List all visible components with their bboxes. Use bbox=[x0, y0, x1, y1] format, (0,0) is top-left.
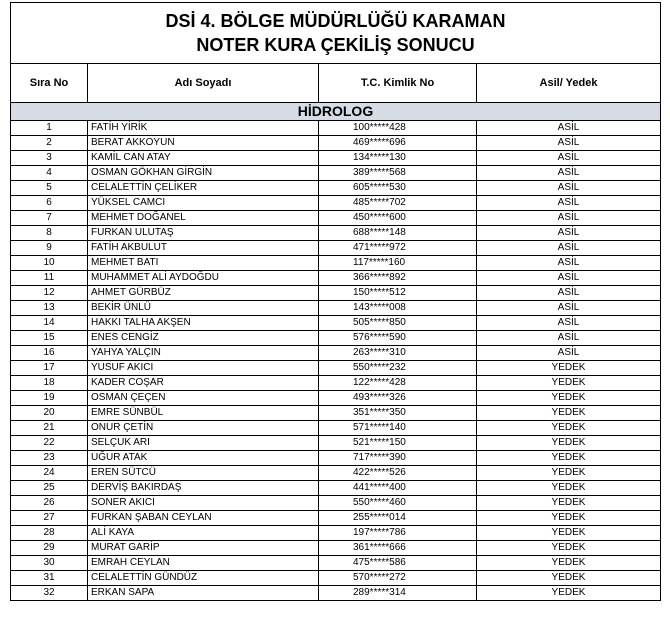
status-cell: YEDEK bbox=[477, 406, 661, 421]
tc-kimlik-cell: 197*****786 bbox=[319, 526, 477, 541]
status-cell: YEDEK bbox=[477, 451, 661, 466]
name-cell: FURKAN ULUTAŞ bbox=[88, 226, 319, 241]
tc-kimlik-cell: 134*****130 bbox=[319, 151, 477, 166]
name-cell: MEHMET BATI bbox=[88, 256, 319, 271]
name-cell: MEHMET DOĞANEL bbox=[88, 211, 319, 226]
status-cell: YEDEK bbox=[477, 361, 661, 376]
tc-kimlik-cell: 100*****428 bbox=[319, 121, 477, 136]
sira-no-cell: 2 bbox=[11, 136, 88, 151]
table-row bbox=[11, 346, 661, 361]
table-row bbox=[11, 271, 661, 286]
status-cell: YEDEK bbox=[477, 586, 661, 601]
table-row bbox=[11, 571, 661, 586]
name-cell: CELALETTİN ÇELİKER bbox=[88, 181, 319, 196]
sira-no-cell: 5 bbox=[11, 181, 88, 196]
sira-no-cell: 13 bbox=[11, 301, 88, 316]
table-row bbox=[11, 376, 661, 391]
status-cell: YEDEK bbox=[477, 526, 661, 541]
table-row bbox=[11, 181, 661, 196]
tc-kimlik-cell: 493*****326 bbox=[319, 391, 477, 406]
table-row bbox=[11, 511, 661, 526]
name-cell: EMRAH CEYLAN bbox=[88, 556, 319, 571]
title-line-2: NOTER KURA ÇEKİLİŞ SONUCU bbox=[196, 35, 475, 55]
tc-kimlik-cell: 469*****696 bbox=[319, 136, 477, 151]
tc-kimlik-cell: 450*****600 bbox=[319, 211, 477, 226]
status-cell: ASİL bbox=[477, 331, 661, 346]
status-cell: YEDEK bbox=[477, 556, 661, 571]
sira-no-cell: 12 bbox=[11, 286, 88, 301]
sira-no-cell: 32 bbox=[11, 586, 88, 601]
name-cell: MUHAMMET ALİ AYDOĞDU bbox=[88, 271, 319, 286]
col-header-tc-kimlik-no: T.C. Kimlik No bbox=[319, 64, 477, 103]
section-title: HİDROLOG bbox=[11, 103, 661, 121]
sira-no-cell: 28 bbox=[11, 526, 88, 541]
sira-no-cell: 15 bbox=[11, 331, 88, 346]
sira-no-cell: 10 bbox=[11, 256, 88, 271]
name-cell: EMRE SÜNBÜL bbox=[88, 406, 319, 421]
status-cell: ASİL bbox=[477, 196, 661, 211]
status-cell: ASİL bbox=[477, 301, 661, 316]
tc-kimlik-cell: 289*****314 bbox=[319, 586, 477, 601]
table-row bbox=[11, 151, 661, 166]
table-row bbox=[11, 421, 661, 436]
sira-no-cell: 3 bbox=[11, 151, 88, 166]
sira-no-cell: 17 bbox=[11, 361, 88, 376]
name-cell: MURAT GARİP bbox=[88, 541, 319, 556]
name-cell: SONER AKICI bbox=[88, 496, 319, 511]
tc-kimlik-cell: 263*****310 bbox=[319, 346, 477, 361]
status-cell: ASİL bbox=[477, 271, 661, 286]
status-cell: ASİL bbox=[477, 226, 661, 241]
name-cell: BEKİR ÜNLÜ bbox=[88, 301, 319, 316]
name-cell: KADER COŞAR bbox=[88, 376, 319, 391]
tc-kimlik-cell: 550*****232 bbox=[319, 361, 477, 376]
col-header-sira-no: Sıra No bbox=[11, 64, 88, 103]
status-cell: YEDEK bbox=[477, 511, 661, 526]
sira-no-cell: 7 bbox=[11, 211, 88, 226]
document-title bbox=[11, 3, 661, 64]
tc-kimlik-cell: 576*****590 bbox=[319, 331, 477, 346]
table-row bbox=[11, 526, 661, 541]
result-sheet bbox=[10, 2, 660, 601]
table-row bbox=[11, 556, 661, 571]
status-cell: YEDEK bbox=[477, 541, 661, 556]
col-header-asil-yedek: Asil/ Yedek bbox=[477, 64, 661, 103]
name-cell: KAMİL CAN ATAY bbox=[88, 151, 319, 166]
tc-kimlik-cell: 471*****972 bbox=[319, 241, 477, 256]
name-cell: EREN SÜTCÜ bbox=[88, 466, 319, 481]
table-row bbox=[11, 211, 661, 226]
tc-kimlik-cell: 571*****140 bbox=[319, 421, 477, 436]
sira-no-cell: 20 bbox=[11, 406, 88, 421]
tc-kimlik-cell: 475*****586 bbox=[319, 556, 477, 571]
tc-kimlik-cell: 441*****400 bbox=[319, 481, 477, 496]
table-row bbox=[11, 121, 661, 136]
table-row bbox=[11, 331, 661, 346]
tc-kimlik-cell: 521*****150 bbox=[319, 436, 477, 451]
name-cell: CELALETTİN GÜNDÜZ bbox=[88, 571, 319, 586]
status-cell: YEDEK bbox=[477, 481, 661, 496]
status-cell: ASİL bbox=[477, 181, 661, 196]
sira-no-cell: 6 bbox=[11, 196, 88, 211]
name-cell: ONUR ÇETİN bbox=[88, 421, 319, 436]
tc-kimlik-cell: 361*****666 bbox=[319, 541, 477, 556]
name-cell: ENES CENGİZ bbox=[88, 331, 319, 346]
table-row bbox=[11, 136, 661, 151]
tc-kimlik-cell: 485*****702 bbox=[319, 196, 477, 211]
table-row bbox=[11, 451, 661, 466]
tc-kimlik-cell: 688*****148 bbox=[319, 226, 477, 241]
sira-no-cell: 14 bbox=[11, 316, 88, 331]
table-row bbox=[11, 196, 661, 211]
column-header-row bbox=[11, 64, 661, 103]
name-cell: BERAT AKKOYUN bbox=[88, 136, 319, 151]
name-cell: HAKKI TALHA AKŞEN bbox=[88, 316, 319, 331]
tc-kimlik-cell: 351*****350 bbox=[319, 406, 477, 421]
status-cell: ASİL bbox=[477, 256, 661, 271]
sira-no-cell: 21 bbox=[11, 421, 88, 436]
table-row bbox=[11, 256, 661, 271]
name-cell: YAHYA YALÇIN bbox=[88, 346, 319, 361]
status-cell: ASİL bbox=[477, 151, 661, 166]
title-line-1: DSİ 4. BÖLGE MÜDÜRLÜĞÜ KARAMAN bbox=[165, 11, 506, 31]
tc-kimlik-cell: 605*****530 bbox=[319, 181, 477, 196]
name-cell: FURKAN ŞABAN CEYLAN bbox=[88, 511, 319, 526]
sira-no-cell: 26 bbox=[11, 496, 88, 511]
status-cell: YEDEK bbox=[477, 391, 661, 406]
sira-no-cell: 23 bbox=[11, 451, 88, 466]
tc-kimlik-cell: 255*****014 bbox=[319, 511, 477, 526]
tc-kimlik-cell: 150*****512 bbox=[319, 286, 477, 301]
sira-no-cell: 9 bbox=[11, 241, 88, 256]
sira-no-cell: 30 bbox=[11, 556, 88, 571]
status-cell: ASİL bbox=[477, 136, 661, 151]
sira-no-cell: 11 bbox=[11, 271, 88, 286]
sira-no-cell: 1 bbox=[11, 121, 88, 136]
status-cell: ASİL bbox=[477, 166, 661, 181]
tc-kimlik-cell: 505*****850 bbox=[319, 316, 477, 331]
table-row bbox=[11, 586, 661, 601]
table-row bbox=[11, 361, 661, 376]
tc-kimlik-cell: 366*****892 bbox=[319, 271, 477, 286]
status-cell: ASİL bbox=[477, 346, 661, 361]
sira-no-cell: 27 bbox=[11, 511, 88, 526]
sira-no-cell: 31 bbox=[11, 571, 88, 586]
name-cell: OSMAN GÖKHAN GİRGİN bbox=[88, 166, 319, 181]
name-cell: DERVİŞ BAKIRDAŞ bbox=[88, 481, 319, 496]
sira-no-cell: 25 bbox=[11, 481, 88, 496]
sira-no-cell: 4 bbox=[11, 166, 88, 181]
tc-kimlik-cell: 122*****428 bbox=[319, 376, 477, 391]
status-cell: ASİL bbox=[477, 121, 661, 136]
status-cell: YEDEK bbox=[477, 496, 661, 511]
name-cell: YÜKSEL CAMCI bbox=[88, 196, 319, 211]
results-table bbox=[10, 2, 661, 601]
name-cell: FATİH AKBULUT bbox=[88, 241, 319, 256]
name-cell: FATİH YİRİK bbox=[88, 121, 319, 136]
status-cell: ASİL bbox=[477, 241, 661, 256]
tc-kimlik-cell: 570*****272 bbox=[319, 571, 477, 586]
tc-kimlik-cell: 389*****568 bbox=[319, 166, 477, 181]
tc-kimlik-cell: 422*****526 bbox=[319, 466, 477, 481]
status-cell: YEDEK bbox=[477, 421, 661, 436]
status-cell: ASİL bbox=[477, 211, 661, 226]
table-row bbox=[11, 316, 661, 331]
table-row bbox=[11, 541, 661, 556]
tc-kimlik-cell: 717*****390 bbox=[319, 451, 477, 466]
col-header-adi-soyadi: Adı Soyadı bbox=[88, 64, 319, 103]
table-row bbox=[11, 466, 661, 481]
table-row bbox=[11, 241, 661, 256]
table-row bbox=[11, 286, 661, 301]
table-row bbox=[11, 406, 661, 421]
status-cell: ASİL bbox=[477, 286, 661, 301]
sira-no-cell: 22 bbox=[11, 436, 88, 451]
table-row bbox=[11, 226, 661, 241]
sira-no-cell: 18 bbox=[11, 376, 88, 391]
table-row bbox=[11, 436, 661, 451]
status-cell: YEDEK bbox=[477, 571, 661, 586]
table-row bbox=[11, 496, 661, 511]
name-cell: SELÇUK ARI bbox=[88, 436, 319, 451]
table-row bbox=[11, 481, 661, 496]
name-cell: YUSUF AKICI bbox=[88, 361, 319, 376]
tc-kimlik-cell: 117*****160 bbox=[319, 256, 477, 271]
name-cell: ERKAN SAPA bbox=[88, 586, 319, 601]
sira-no-cell: 24 bbox=[11, 466, 88, 481]
name-cell: ALİ KAYA bbox=[88, 526, 319, 541]
sira-no-cell: 19 bbox=[11, 391, 88, 406]
section-row bbox=[11, 103, 661, 121]
name-cell: OSMAN ÇEÇEN bbox=[88, 391, 319, 406]
table-row bbox=[11, 391, 661, 406]
name-cell: UĞUR ATAK bbox=[88, 451, 319, 466]
status-cell: YEDEK bbox=[477, 376, 661, 391]
sira-no-cell: 8 bbox=[11, 226, 88, 241]
sira-no-cell: 29 bbox=[11, 541, 88, 556]
name-cell: AHMET GÜRBÜZ bbox=[88, 286, 319, 301]
status-cell: ASİL bbox=[477, 316, 661, 331]
table-row bbox=[11, 301, 661, 316]
status-cell: YEDEK bbox=[477, 436, 661, 451]
tc-kimlik-cell: 550*****460 bbox=[319, 496, 477, 511]
sira-no-cell: 16 bbox=[11, 346, 88, 361]
tc-kimlik-cell: 143*****008 bbox=[319, 301, 477, 316]
table-row bbox=[11, 166, 661, 181]
status-cell: YEDEK bbox=[477, 466, 661, 481]
